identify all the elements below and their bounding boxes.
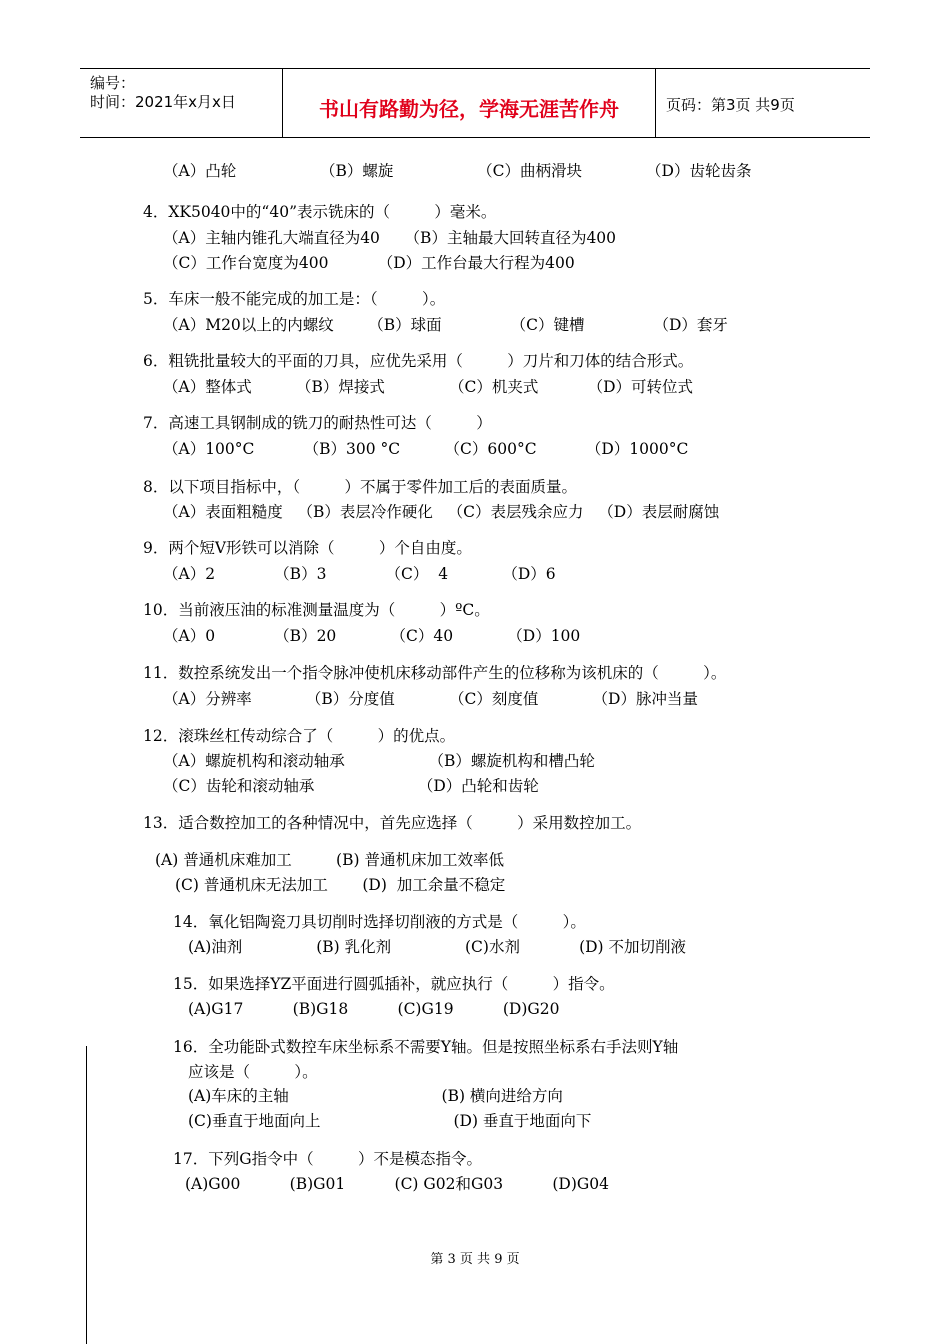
q3-options: （A）凸轮 （B）螺旋 （C）曲柄滑块 （D）齿轮齿条 bbox=[163, 162, 752, 180]
q12-options-1: （A）螺旋机构和滚动轴承 （B）螺旋机构和槽凸轮 bbox=[163, 752, 595, 770]
q16-options-2: (C)垂直于地面向上 (D) 垂直于地面向下 bbox=[188, 1112, 592, 1130]
q16-question-2: 应该是（ ）。 bbox=[188, 1063, 318, 1081]
q13-options-1: (A) 普通机床难加工 (B) 普通机床加工效率低 bbox=[155, 851, 504, 869]
q14-question: 14．氧化铝陶瓷刀具切削时选择切削液的方式是（ ）。 bbox=[173, 913, 586, 931]
q11-options: （A）分辨率 （B）分度值 （C）刻度值 （D）脉冲当量 bbox=[163, 690, 698, 708]
q13-options-2: (C) 普通机床无法加工 (D) 加工余量不稳定 bbox=[175, 876, 506, 894]
q16-options-1: (A)车床的主轴 (B) 横向进给方向 bbox=[188, 1087, 563, 1105]
header-motto-cell bbox=[283, 69, 656, 137]
q6-options: （A）整体式 （B）焊接式 （C）机夹式 （D）可转位式 bbox=[163, 378, 694, 396]
document-header bbox=[80, 68, 870, 138]
time-label: 时间：2021年x月x日 bbox=[90, 93, 236, 111]
q4-question: 4．XK5040中的“40”表示铣床的（ ）毫米。 bbox=[143, 203, 497, 221]
q14-options: (A)油剂 (B) 乳化剂 (C)水剂 (D) 不加切削液 bbox=[188, 938, 687, 956]
q9-options: （A）2 （B）3 （C） 4 （D）6 bbox=[163, 565, 556, 583]
q12-question: 12．滚珠丝杠传动综合了（ ）的优点。 bbox=[143, 727, 456, 745]
margin-line bbox=[86, 1046, 87, 1344]
q16-question-1: 16．全功能卧式数控车床坐标系不需要Y轴。但是按照坐标系右手法则Y轴 bbox=[173, 1038, 679, 1056]
q17-options: (A)G00 (B)G01 (C) G02和G03 (D)G04 bbox=[185, 1175, 610, 1193]
q17-question: 17．下列G指令中（ ）不是模态指令。 bbox=[173, 1150, 482, 1168]
q5-question: 5．车床一般不能完成的加工是：（ ）。 bbox=[143, 290, 446, 308]
q10-options: （A）0 （B）20 （C）40 （D）100 bbox=[163, 627, 581, 645]
q5-options: （A）M20以上的内螺纹 （B）球面 （C）键槽 （D）套牙 bbox=[163, 316, 728, 334]
q6-question: 6．粗铣批量较大的平面的刀具，应优先采用（ ）刀片和刀体的结合形式。 bbox=[143, 352, 694, 370]
q4-options-1: （A）主轴内锥孔大端直径为40 （B）主轴最大回转直径为400 bbox=[163, 229, 617, 247]
q4-options-2: （C）工作台宽度为400 （D）工作台最大行程为400 bbox=[163, 254, 575, 272]
q15-options: (A)G17 (B)G18 (C)G19 (D)G20 bbox=[188, 1000, 560, 1018]
q7-options: （A）100°C （B）300 °C （C）600°C （D）1000°C bbox=[163, 440, 689, 458]
q8-options: （A）表面粗糙度 （B）表层冷作硬化 （C）表层残余应力 （D）表层耐腐蚀 bbox=[163, 503, 720, 521]
q12-options-2: （C）齿轮和滚动轴承 （D）凸轮和齿轮 bbox=[163, 777, 539, 795]
q9-question: 9．两个短V形铁可以消除（ ）个自由度。 bbox=[143, 539, 472, 557]
q13-question: 13．适合数控加工的各种情况中，首先应选择（ ）采用数控加工。 bbox=[143, 814, 642, 832]
q15-question: 15．如果选择YZ平面进行圆弧插补，就应执行（ ）指令。 bbox=[173, 975, 615, 993]
page-footer: 第 3 页 共 9 页 bbox=[430, 1252, 520, 1267]
q10-question: 10．当前液压油的标准测量温度为（ ）ºC。 bbox=[143, 601, 490, 619]
q7-question: 7．高速工具钢制成的铣刀的耐热性可达（ ） bbox=[143, 414, 492, 432]
motto-text: 书山有路勤为径，学海无涯苦作舟 bbox=[319, 97, 619, 121]
header-page-cell bbox=[656, 69, 870, 137]
q8-question: 8．以下项目指标中，（ ）不属于零件加工后的表面质量。 bbox=[143, 478, 577, 496]
page-label: 页码：第3页 共9页 bbox=[666, 96, 795, 114]
q11-question: 11．数控系统发出一个指令脉冲使机床移动部件产生的位移称为该机床的（ ）。 bbox=[143, 664, 727, 682]
header-info-cell bbox=[80, 69, 283, 137]
number-label: 编号： bbox=[90, 74, 136, 92]
